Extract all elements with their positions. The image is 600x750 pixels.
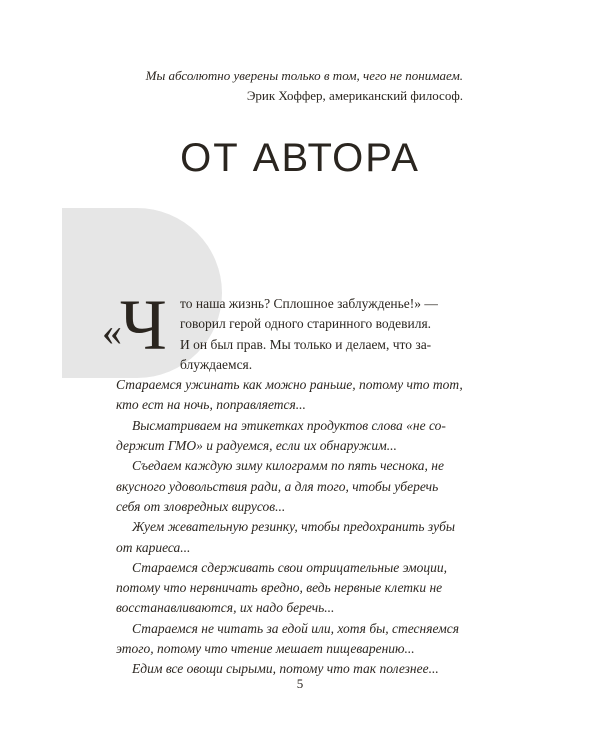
paragraph-line: Съедаем каждую зиму килограмм по пять чеснока, не xyxy=(132,458,444,474)
paragraph-line: кто ест на ночь, поправляется... xyxy=(116,397,306,413)
paragraph-line: Едим все овощи сырыми, потому что так полезнее... xyxy=(132,661,439,677)
epigraph-author: Эрик Хоффер, американский философ. xyxy=(246,88,463,103)
chapter-title: ОТ АВТОРА xyxy=(180,136,420,180)
drop-cap: Ч xyxy=(120,285,167,365)
lead-line: блуждаемся. xyxy=(180,356,253,372)
page-number: 5 xyxy=(296,676,304,691)
paragraph xyxy=(116,619,460,660)
paragraph-line: Стараемся ужинать как можно раньше, потому что тот, xyxy=(116,377,463,393)
paragraph-line: себя от зловредных вирусов... xyxy=(116,498,286,514)
epigraph xyxy=(146,66,463,106)
body-text xyxy=(102,285,463,680)
lead-line: то наша жизнь? Сплошное заблужденье!» — xyxy=(180,296,438,311)
paragraph-line: потому что нервничать вредно, ведь нервные клетки не xyxy=(116,580,443,596)
lead-line: И он был прав. Мы только и делаем, что за- xyxy=(180,336,432,352)
paragraph xyxy=(116,456,444,517)
paragraph-line: Высматриваем на этикетках продуктов слова «не со- xyxy=(132,417,446,433)
paragraph-line: вкусного удовольствия ради, а для того, чтобы уберечь xyxy=(116,478,439,494)
paragraph-line: Стараемся не читать за едой или, хотя бы, стесняемся xyxy=(132,620,460,636)
paragraph-line: держит ГМО» и радуемся, если их обнаружим... xyxy=(116,438,397,454)
paragraph xyxy=(116,416,446,457)
paragraph-line: восстанавливаются, их надо беречь... xyxy=(116,600,335,616)
paragraph xyxy=(116,375,463,416)
paragraph-line: Жуем жевательную резинку, чтобы предохранить зубы xyxy=(132,519,456,535)
opening-quote-mark: « xyxy=(102,309,122,354)
paragraph-line: от кариеса... xyxy=(116,539,191,555)
paragraph-line: Стараемся сдерживать свои отрицательные эмоции, xyxy=(132,559,448,575)
paragraph xyxy=(116,558,448,619)
paragraph-line: этого, потому что чтение мешает пищеварению... xyxy=(116,641,415,657)
lead-line: говорил герой одного старинного водевиля. xyxy=(180,316,432,332)
paragraph xyxy=(116,517,456,558)
epigraph-quote: Мы абсолютно уверены только в том, чего не понимаем. xyxy=(145,68,463,83)
